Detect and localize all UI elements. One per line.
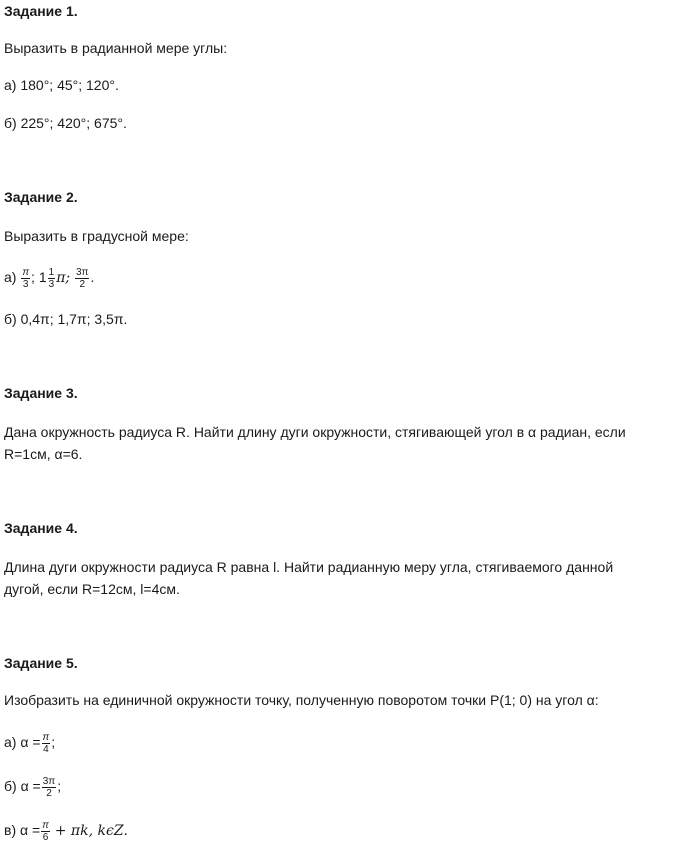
item-prefix: а) α = [4, 734, 41, 750]
separator: ; [31, 269, 35, 285]
task-2-item-a [4, 262, 94, 293]
fraction-numerator: π [42, 731, 50, 743]
fraction-numerator: π [42, 819, 49, 831]
fraction-numerator: 3π [76, 266, 89, 278]
formula-rest: + πk, kϵZ. [54, 823, 128, 839]
task-2-statement: Выразить в градусной мере: [4, 228, 189, 244]
fraction-3pi-over-2 [75, 267, 89, 290]
task-5-item-b [4, 771, 61, 801]
task-1-statement: Выразить в радианной мере углы: [4, 40, 228, 56]
task-4-title: Задание 4. [4, 520, 78, 536]
item-end: ; [57, 778, 62, 794]
task-3-title: Задание 3. [4, 385, 78, 401]
fraction-denominator: 3 [48, 278, 55, 290]
item-end: ; [51, 734, 56, 750]
task-5-item-a [4, 727, 55, 757]
fraction-numerator: 1 [48, 266, 55, 278]
task-3-line-1: Дана окружность радиуса R. Найти длину дуги окружности, стягивающей угол в α радиан, если [4, 424, 626, 440]
fraction-denominator: 4 [43, 743, 49, 755]
fraction-denominator: 2 [79, 278, 86, 290]
fraction-3pi-over-2 [42, 776, 56, 799]
task-1-item-a: а) 180°; 45°; 120°. [4, 77, 119, 93]
fraction-pi-over-4 [42, 732, 51, 755]
task-1-item-b: б) 225°; 420°; 675°. [4, 115, 127, 131]
item-end: . [90, 269, 95, 285]
fraction-numerator: 3π [42, 775, 56, 787]
task-2-title: Задание 2. [4, 189, 78, 205]
task-5-statement: Изобразить на единичной окружности точку, полученную поворотом точки P(1; 0) на угол α: [4, 692, 599, 708]
fraction-denominator: 2 [46, 787, 52, 799]
task-2-item-b: б) 0,4π; 1,7π; 3,5π. [4, 311, 128, 327]
fraction-pi-over-3 [21, 267, 30, 290]
fraction-numerator: π [22, 266, 30, 278]
task-5-item-c [4, 815, 128, 846]
fraction-denominator: 6 [42, 831, 49, 843]
task-1-title: Задание 1. [4, 3, 78, 19]
item-prefix: в) α = [4, 822, 41, 838]
fraction-pi-over-6 [41, 820, 50, 843]
mixed-whole: 1 [38, 269, 47, 285]
item-prefix: а) [4, 269, 17, 285]
task-4-line-2: дугой, если R=12см, l=4см. [4, 581, 180, 597]
fraction-one-third [48, 267, 56, 290]
fraction-denominator: 3 [22, 278, 29, 290]
task-4-line-1: Длина дуги окружности радиуса R равна l. Найти радианную меру угла, стягиваемого данной [4, 559, 614, 575]
task-3-line-2: R=1см, α=6. [4, 446, 83, 462]
item-prefix: б) α = [4, 778, 41, 794]
task-5-title: Задание 5. [4, 655, 78, 671]
pi-symbol: π; [56, 270, 71, 286]
